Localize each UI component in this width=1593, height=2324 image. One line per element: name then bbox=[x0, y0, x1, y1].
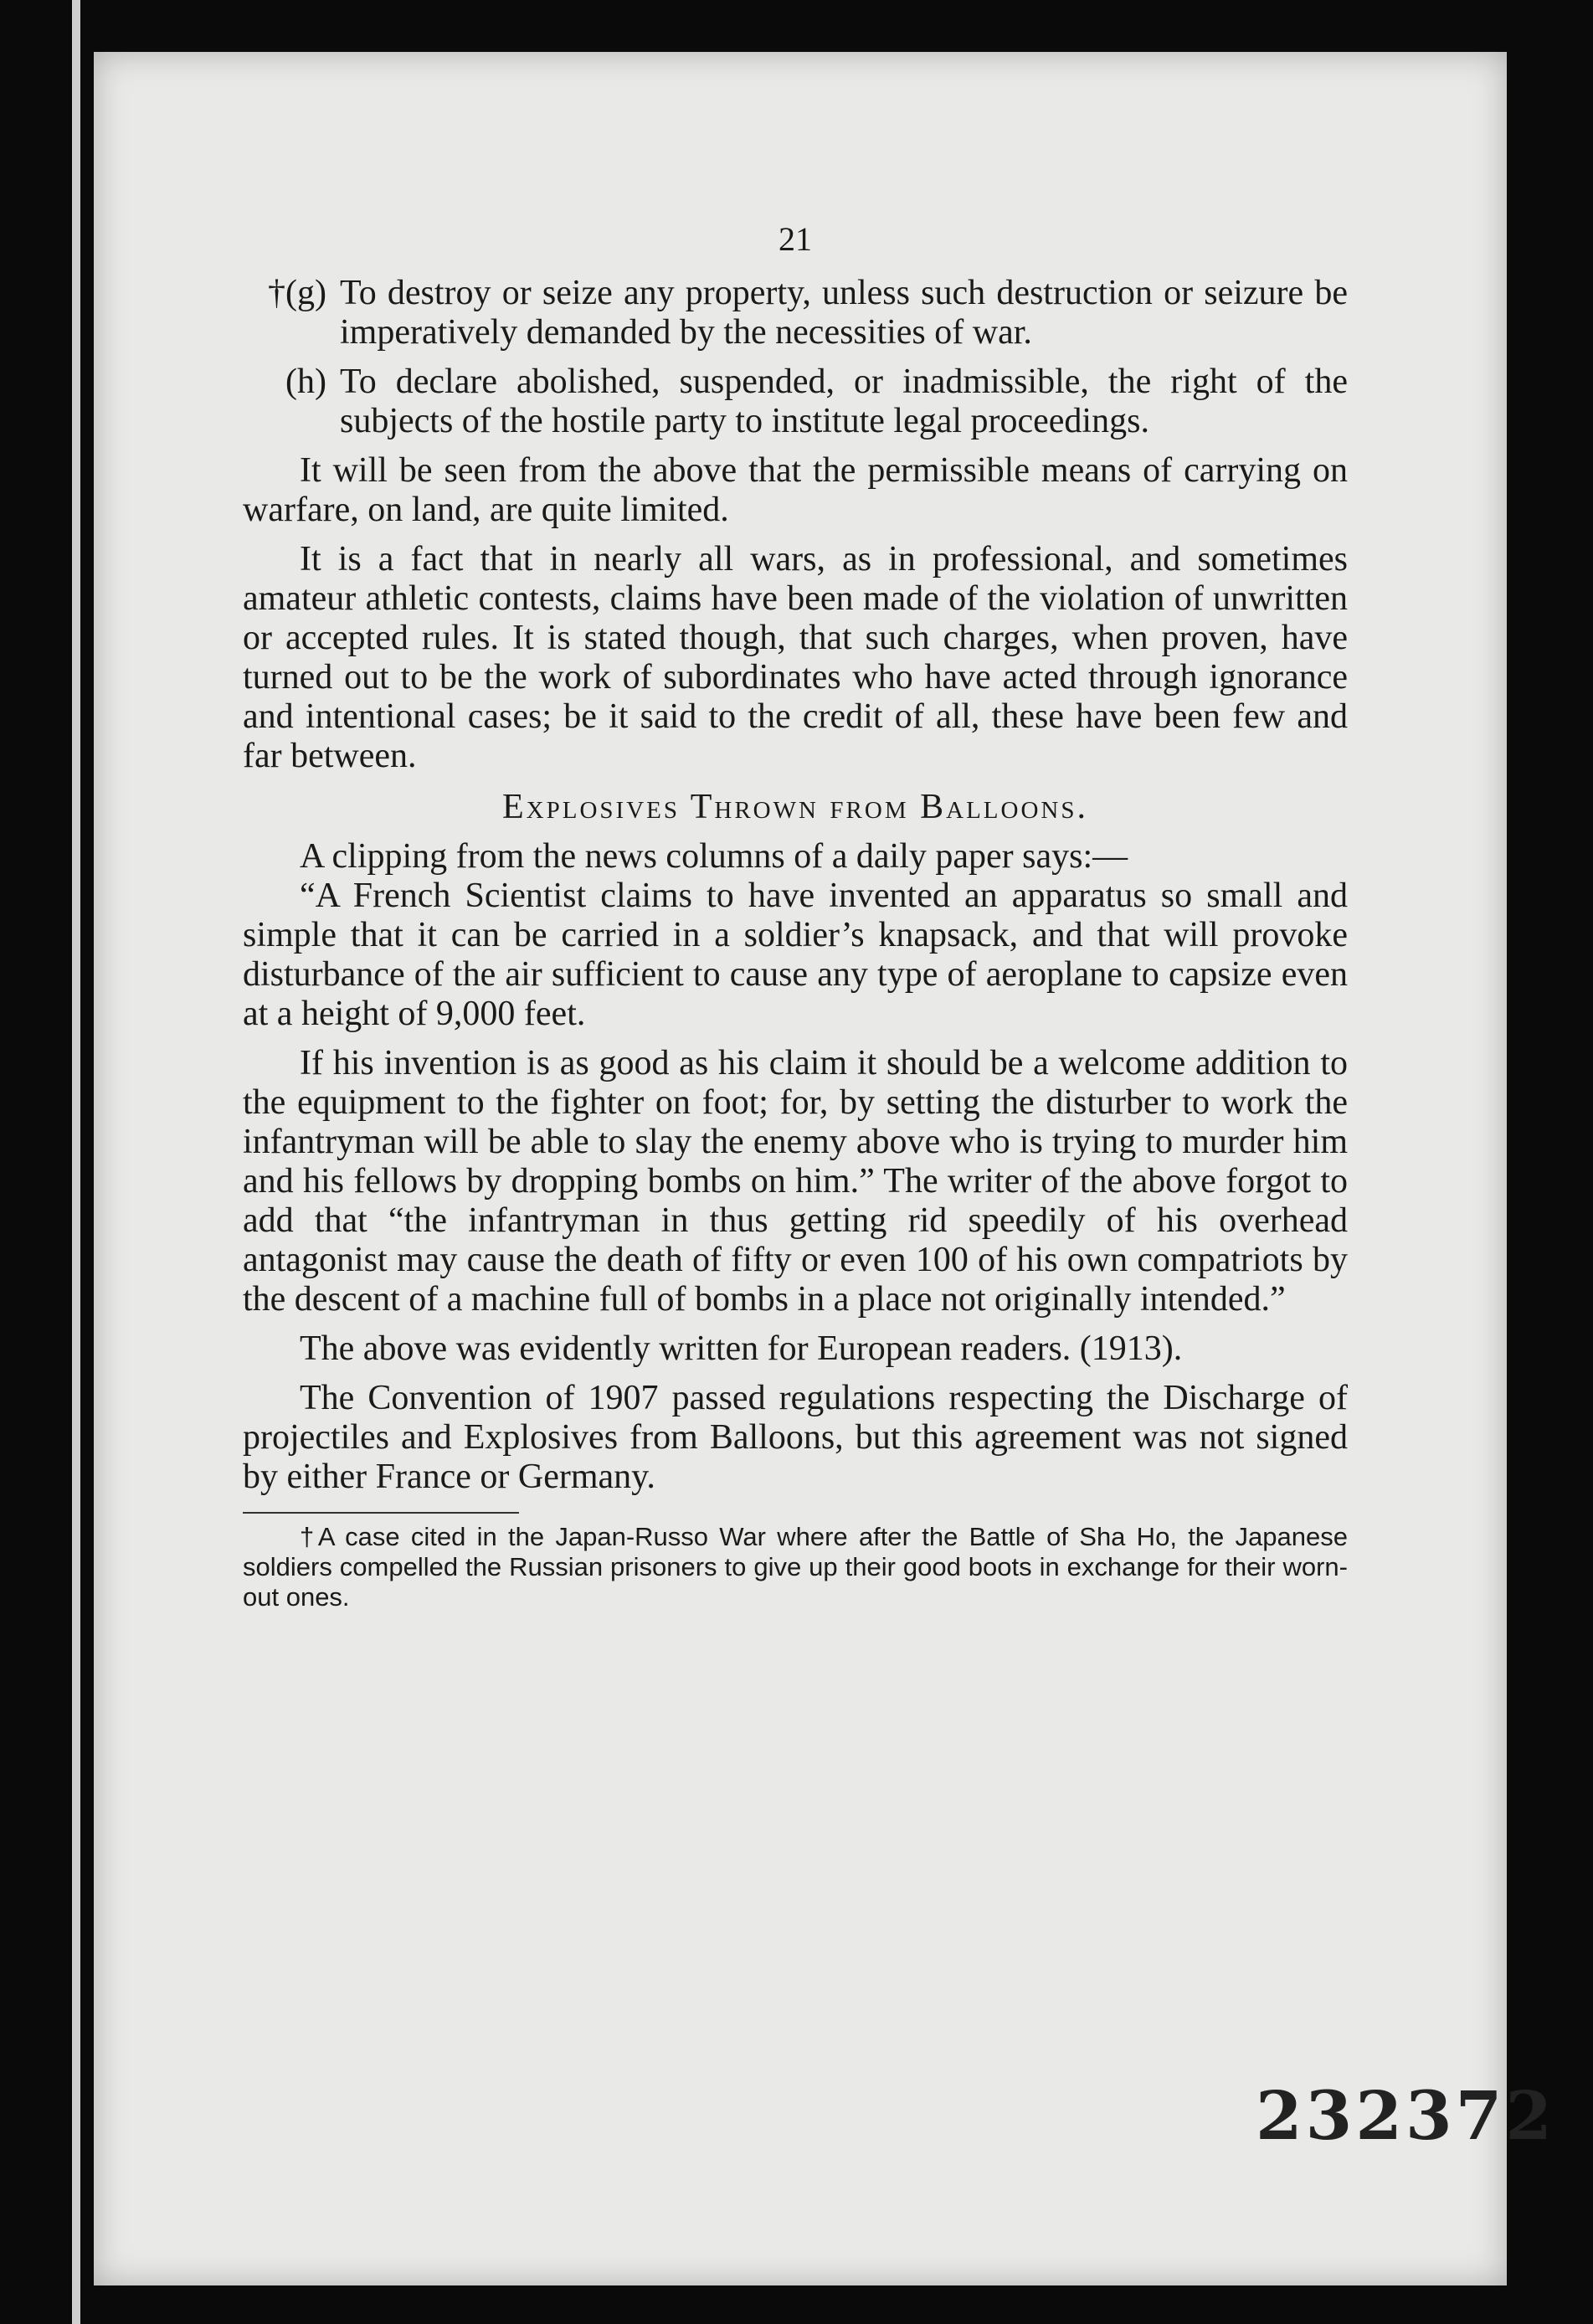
book-page bbox=[94, 52, 1555, 2285]
page-text-block bbox=[243, 219, 1348, 1612]
list-marker: †(g) bbox=[268, 274, 326, 312]
footnote-divider bbox=[243, 1512, 519, 1514]
section-heading: Explosives Thrown from Balloons. bbox=[502, 788, 1088, 826]
stamped-number: 232372 bbox=[1256, 2076, 1555, 2155]
paragraph-european-readers: The above was evidently written for European readers. (1913). bbox=[300, 1329, 1183, 1368]
paragraph-violations: It is a fact that in nearly all wars, as in professional, and sometimes amateur athletic contests, claims have been made of the violation of unwritten or accepted rules. It is stated though, that such charges, when proven, have turned out to be the work of subordinates who have acted through ignorance and intentional cases; be it said to the credit of all, these have been few and far between. bbox=[243, 540, 1348, 775]
list-text: To destroy or seize any property, unless such destruction or seizure be imperatively demanded by the necessities of war. bbox=[340, 274, 1348, 352]
paragraph-permissible-means: It will be seen from the above that the permissible means of carrying on warfare, on land, are quite limited. bbox=[243, 451, 1348, 529]
footnote: †A case cited in the Japan-Russo War where after the Battle of Sha Ho, the Japanese soldiers compelled the Russian prisoners to give up their good boots in exchange for their worn-out ones. bbox=[243, 1522, 1348, 1612]
list-text: To declare abolished, suspended, or inadmissible, the right of the subjects of the hostile party to institute legal proceedings. bbox=[340, 362, 1348, 440]
clipping-intro: A clipping from the news columns of a daily paper says:— bbox=[300, 837, 1128, 876]
paragraph-convention-1907: The Convention of 1907 passed regulations respecting the Discharge of projectiles and Explosives from Balloons, but this agreement was not signed by either France or Germany. bbox=[243, 1379, 1348, 1496]
book-spine-edge bbox=[72, 0, 80, 2324]
quoted-clipping: “A French Scientist claims to have invented an apparatus so small and simple that it can be carried in a soldier’s knapsack, and that will provoke disturbance of the air sufficient to cause any type of aeroplane to capsize even at a height of 9,000 feet. bbox=[243, 877, 1348, 1033]
list-marker: (h) bbox=[285, 362, 326, 401]
paragraph-invention: If his invention is as good as his claim it should be a welcome addition to the equipment to the fighter on foot; for, by setting the disturber to work the infantryman will be able to slay the enemy above who is trying to murder him and his fellows by dropping bombs on him.” The writer of the above forgot to add that “the infantryman in thus getting rid speedily of his overhead antagonist may cause the death of fifty or even 100 of his own compatriots by the descent of a machine full of bombs in a place not originally intended.” bbox=[243, 1044, 1348, 1319]
list-item-h bbox=[243, 362, 1348, 441]
list-item-g bbox=[243, 274, 1348, 352]
page-number: 21 bbox=[779, 220, 812, 258]
